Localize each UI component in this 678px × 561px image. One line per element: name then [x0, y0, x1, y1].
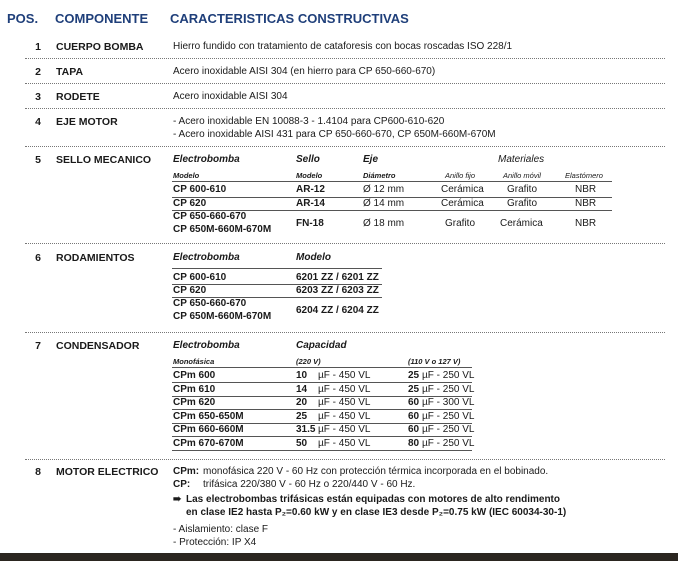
- page-bottom-bar: [0, 553, 678, 561]
- sello-anillo-fijo: Cerámica: [441, 184, 484, 195]
- row-6-number: 6: [35, 252, 41, 264]
- rodamientos-header-rule: [172, 268, 382, 269]
- sello-model-alt: CP 650M-660M-670M: [173, 224, 272, 235]
- condensador-model: CPm 600: [173, 370, 216, 381]
- row-5-component: SELLO MECANICO: [56, 154, 152, 166]
- motor-cpm-label: CPm:: [173, 466, 200, 477]
- condensador-cap-110: 60: [408, 424, 420, 435]
- motor-cp-label: CP:: [173, 479, 191, 490]
- condensador-unit-110: µF - 250 VL: [422, 410, 475, 422]
- sello-code: FN-18: [296, 218, 324, 229]
- condensador-cap-110: 25: [408, 370, 420, 381]
- condensador-unit-220: µF - 450 VL: [318, 383, 371, 395]
- condensador-cap-110: 60: [408, 410, 420, 422]
- sello-header-electrobomba: Electrobomba: [173, 154, 240, 165]
- row-5-number: 5: [35, 154, 41, 166]
- condensador-cap-110: 60: [408, 397, 420, 408]
- condensador-unit-220: µF - 450 VL: [318, 410, 371, 422]
- motor-proteccion: - Protección: IP X4: [173, 537, 257, 548]
- condensador-cap-220: 25: [296, 410, 308, 422]
- sello-code: AR-14: [296, 198, 325, 209]
- sello-anillo-movil: Grafito: [507, 184, 538, 195]
- row-divider: [25, 332, 665, 333]
- row-3-description: Acero inoxidable AISI 304: [173, 91, 288, 102]
- sello-eje: Ø 18 mm: [363, 218, 405, 229]
- rodamientos-value: 6203 ZZ / 6203 ZZ: [296, 285, 379, 296]
- row-7-number: 7: [35, 340, 41, 352]
- sello-anillo-fijo: Grafito: [445, 218, 476, 229]
- condensador-unit-220: µF - 450 VL: [318, 424, 371, 435]
- row-3-component: RODETE: [56, 91, 100, 103]
- sello-sub-diametro: Diámetro: [363, 171, 396, 180]
- motor-note-line-1: Las electrobombas trifásicas están equipadas con motores de alto rendimento: [186, 494, 560, 505]
- motor-aislamiento: - Aislamiento: clase F: [173, 524, 269, 535]
- row-7-component: CONDENSADOR: [56, 340, 140, 352]
- arrow-icon: ➠: [173, 494, 182, 505]
- row-4-component: EJE MOTOR: [56, 116, 118, 128]
- sello-sub-elastomero: Elastómero: [565, 171, 603, 180]
- condensador-model: CPm 660-660M: [173, 424, 244, 435]
- condensador-model: CPm 670-670M: [173, 437, 244, 449]
- condensador-model: CPm 620: [173, 397, 216, 408]
- sello-model: CP 650-660-670: [173, 211, 247, 222]
- sello-header-rule: [172, 181, 612, 182]
- rodamientos-model: CP 600-610: [173, 272, 227, 283]
- condensador-unit-220: µF - 450 VL: [318, 370, 371, 381]
- header-caracteristicas: CARACTERISTICAS CONSTRUCTIVAS: [170, 11, 409, 26]
- condensador-row-rule: [172, 450, 472, 451]
- row-2-component: TAPA: [56, 66, 84, 78]
- condensador-cap-220: 10: [296, 370, 308, 381]
- row-divider: [25, 243, 665, 244]
- motor-cpm-text: monofásica 220 V - 60 Hz con protección térmica incorporada en el bobinado.: [203, 466, 549, 477]
- row-divider: [25, 459, 665, 460]
- motor-cp-text: trifásica 220/380 V - 60 Hz o 220/440 V - 60 Hz.: [203, 479, 416, 490]
- rodamientos-value: 6201 ZZ / 6201 ZZ: [296, 272, 379, 283]
- sello-anillo-fijo: Cerámica: [441, 198, 484, 209]
- sello-eje: Ø 12 mm: [363, 184, 405, 195]
- sello-sub-modelo: Modelo: [173, 171, 200, 180]
- header-componente: COMPONENTE: [55, 11, 149, 26]
- rodamientos-model-alt: CP 650M-660M-670M: [173, 311, 272, 322]
- rodamientos-header-electrobomba: Electrobomba: [173, 252, 240, 263]
- rodamientos-header-modelo: Modelo: [296, 252, 331, 263]
- condensador-cap-110: 80: [408, 437, 420, 449]
- row-8-component: MOTOR ELECTRICO: [56, 466, 159, 478]
- row-1-component: CUERPO BOMBA: [56, 41, 144, 53]
- sello-header-eje: Eje: [363, 154, 379, 165]
- row-3-number: 3: [35, 91, 41, 103]
- row-divider: [25, 108, 665, 109]
- row-6-component: RODAMIENTOS: [56, 252, 135, 264]
- condensador-unit-110: µF - 300 VL: [422, 397, 475, 408]
- sello-sub-anillo-fijo: Anillo fijo: [445, 171, 476, 180]
- sello-sub-modelo-sello: Modelo: [296, 171, 323, 180]
- sello-code: AR-12: [296, 184, 325, 195]
- condensador-unit-110: µF - 250 VL: [422, 370, 475, 381]
- sello-anillo-movil: Grafito: [507, 198, 538, 209]
- row-2-description: Acero inoxidable AISI 304 (en hierro para CP 650-660-670): [173, 66, 436, 77]
- sello-anillo-movil: Cerámica: [500, 218, 543, 229]
- sello-header-materiales: Materiales: [498, 154, 545, 165]
- rodamientos-model: CP 650-660-670: [173, 298, 247, 309]
- condensador-sub-220v: (220 V): [296, 357, 321, 366]
- header-pos: POS.: [7, 11, 39, 26]
- sello-header-sello: Sello: [296, 154, 320, 165]
- row-1-number: 1: [35, 41, 41, 53]
- row-divider: [25, 146, 665, 147]
- condensador-unit-220: µF - 450 VL: [318, 397, 371, 408]
- motor-note-line-2: en clase IE2 hasta P₂=0.60 kW y en clase IE3 desde P₂=0.75 kW (IEC 60034-30-1): [186, 507, 567, 518]
- condensador-unit-110: µF - 250 VL: [422, 437, 475, 449]
- sello-sub-anillo-movil: Anillo móvil: [503, 171, 541, 180]
- row-1-description: Hierro fundido con tratamiento de cataforesis con bocas roscadas ISO 228/1: [173, 41, 513, 52]
- sello-elastomero: NBR: [575, 218, 597, 229]
- row-4-number: 4: [35, 116, 41, 128]
- sello-model: CP 620: [173, 198, 207, 209]
- row-4-line-1: - Acero inoxidable EN 10088-3 - 1.4104 para CP600-610-620: [173, 116, 445, 127]
- condensador-cap-220: 31.5: [296, 424, 316, 435]
- condensador-cap-220: 50: [296, 437, 308, 449]
- condensador-sub-monofasica: Monofásica: [173, 357, 215, 366]
- condensador-sub-110v: (110 V o 127 V): [408, 357, 461, 366]
- condensador-cap-220: 20: [296, 397, 308, 408]
- rodamientos-model: CP 620: [173, 285, 207, 296]
- row-divider: [25, 58, 665, 59]
- condensador-header-rule: [172, 367, 472, 368]
- condensador-unit-110: µF - 250 VL: [422, 383, 475, 395]
- row-2-number: 2: [35, 66, 41, 78]
- condensador-model: CPm 610: [173, 383, 216, 395]
- sello-elastomero: NBR: [575, 184, 597, 195]
- row-4-line-2: - Acero inoxidable AISI 431 para CP 650-660-670, CP 650M-660M-670M: [173, 129, 496, 140]
- condensador-unit-110: µF - 250 VL: [422, 424, 475, 435]
- row-divider: [25, 83, 665, 84]
- sello-model: CP 600-610: [173, 184, 227, 195]
- condensador-cap-110: 25: [408, 383, 420, 395]
- sello-elastomero: NBR: [575, 198, 597, 209]
- row-8-number: 8: [35, 466, 41, 478]
- condensador-model: CPm 650-650M: [173, 410, 244, 422]
- condensador-header-electrobomba: Electrobomba: [173, 340, 240, 351]
- sello-eje: Ø 14 mm: [363, 198, 405, 209]
- condensador-unit-220: µF - 450 VL: [318, 437, 371, 449]
- condensador-cap-220: 14: [296, 383, 308, 395]
- condensador-header-capacidad: Capacidad: [296, 340, 347, 351]
- rodamientos-value: 6204 ZZ / 6204 ZZ: [296, 305, 379, 316]
